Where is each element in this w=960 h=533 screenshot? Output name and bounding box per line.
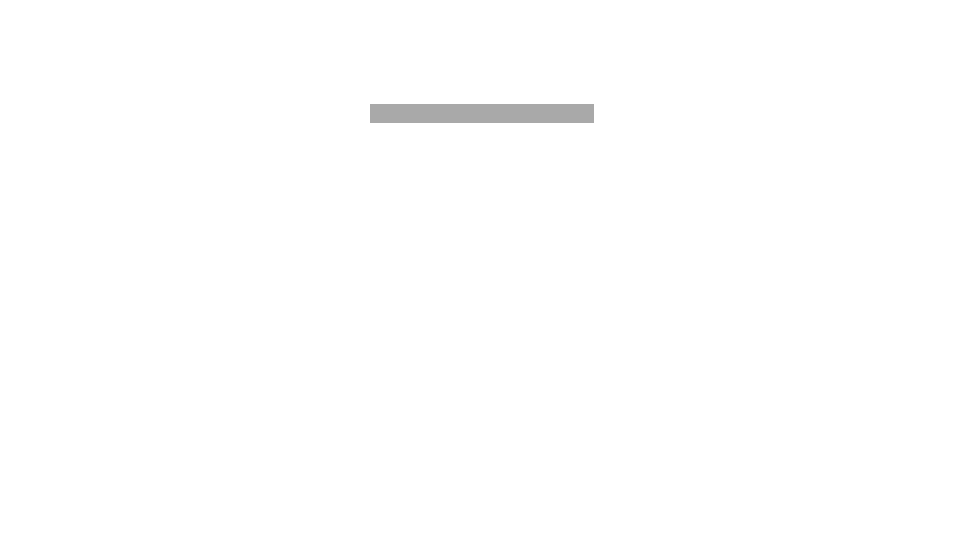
letter-heading (370, 104, 594, 123)
index-column-2 (370, 100, 594, 129)
page-header (924, 73, 932, 87)
